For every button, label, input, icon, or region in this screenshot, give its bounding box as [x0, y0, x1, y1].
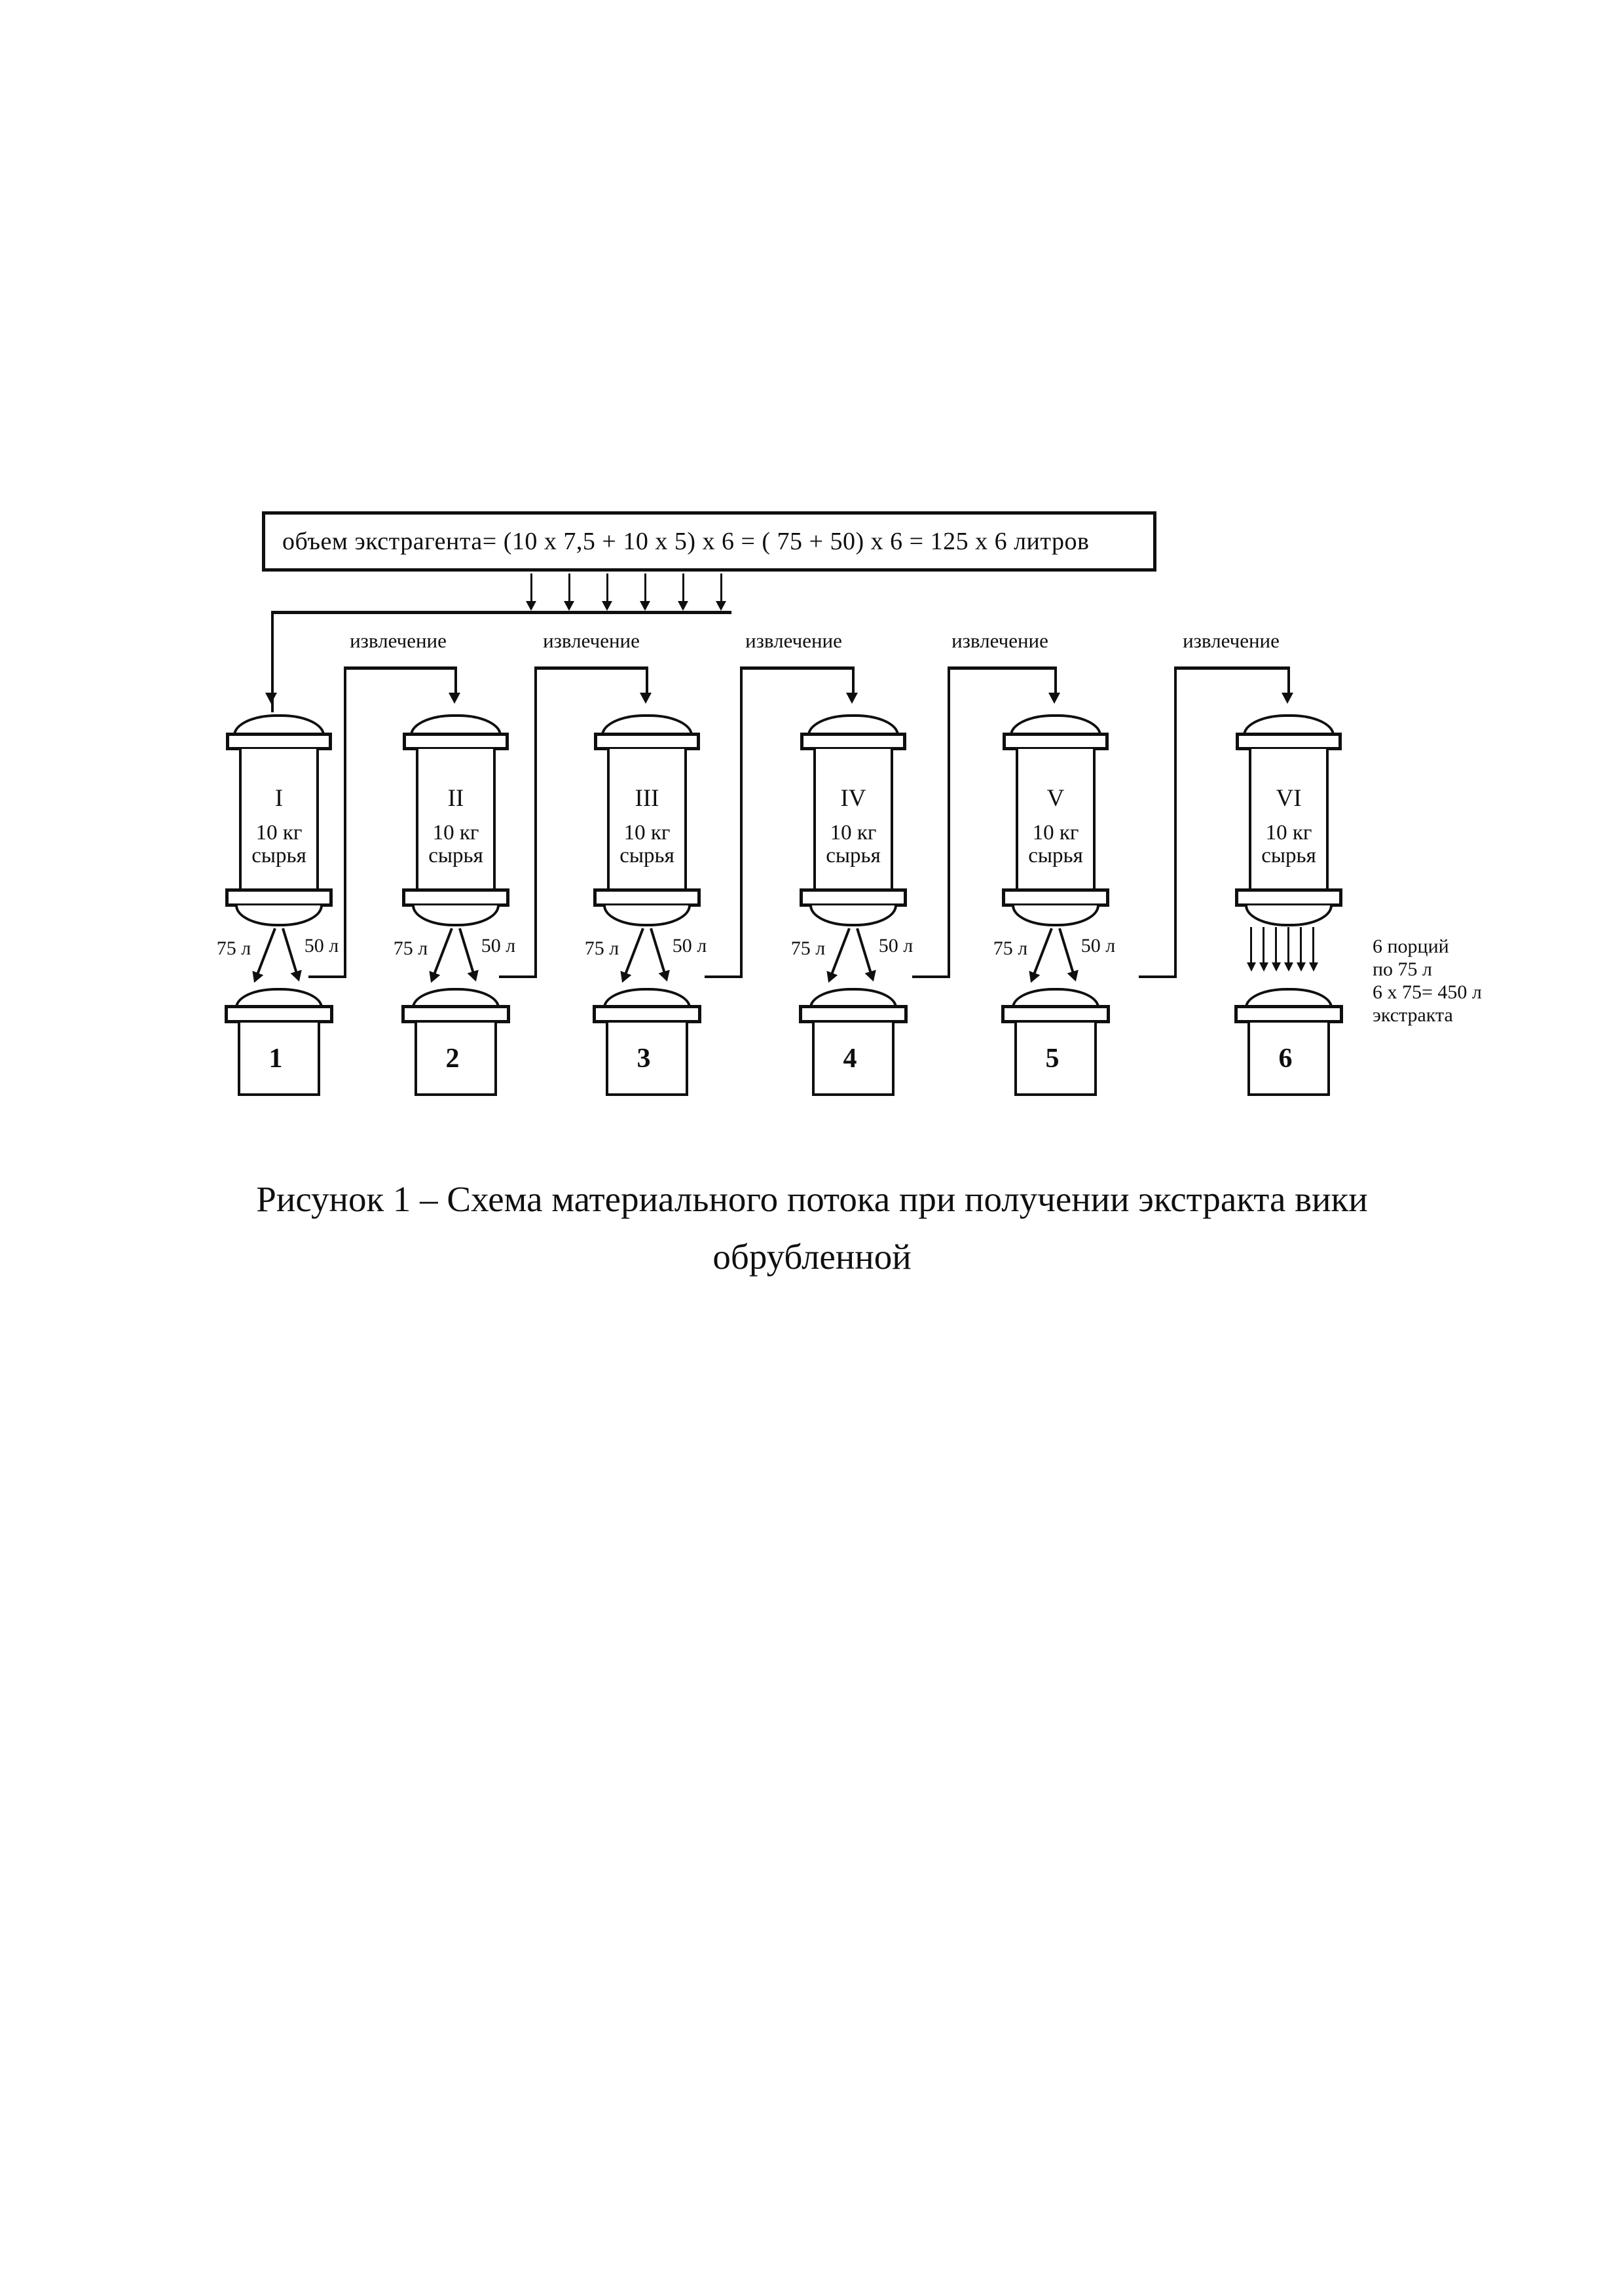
collector-flange: [799, 1005, 908, 1023]
collector-number: 2: [445, 1044, 460, 1074]
feed-arrow-line: [644, 574, 646, 604]
feed-arrow-line: [568, 574, 570, 604]
vessel-flange-top: [1003, 733, 1109, 750]
vessel-flange-top: [1236, 733, 1342, 750]
vessel-dome-bottom: [235, 905, 323, 926]
outflow-arrow-50l: [282, 928, 297, 972]
collector-number: 1: [268, 1044, 283, 1074]
arrowhead-down-icon: [1297, 962, 1306, 972]
connector-upleg: [740, 666, 743, 978]
extract-total-note: [1373, 935, 1482, 1027]
connector-upleg: [948, 666, 950, 978]
outflow-arrow-50l: [856, 928, 872, 972]
extraction-flow-label: извлечение: [350, 629, 447, 652]
feed-arrow-line: [530, 574, 532, 604]
extractor-vessel-6: [1223, 694, 1354, 995]
vessel-charge-line2: сырья: [1261, 844, 1316, 867]
outflow-label-75l: 75 л: [216, 938, 251, 959]
outflow-arrow-50l: [458, 928, 474, 972]
connector-topbar: [1174, 666, 1290, 670]
collector-jar-1: [213, 988, 344, 1099]
outflow-label-75l: 75 л: [790, 938, 826, 959]
vessel-numeral: II: [447, 785, 464, 812]
vessel-charge-line1: 10 кг: [255, 821, 303, 845]
figure-caption-line1: Рисунок 1 – Схема материального потока при получении экстракта вики: [256, 1179, 1368, 1219]
vessel-charge-line1: 10 кг: [432, 821, 479, 845]
collector-jar-5: [990, 988, 1121, 1099]
note-line: по 75 л: [1373, 958, 1433, 980]
arrowhead-down-icon: [640, 601, 650, 611]
vessel-dome-bottom: [603, 905, 691, 926]
extractor-vessel-3: [581, 694, 712, 995]
collector-flange: [593, 1005, 701, 1023]
collector-jar-4: [788, 988, 919, 1099]
outflow-label-75l: 75 л: [584, 938, 619, 959]
figure-caption-line2: обрубленной: [712, 1237, 912, 1277]
arrowhead-down-icon: [1259, 962, 1268, 972]
connector-topbar: [948, 666, 1057, 670]
vessel-numeral: IV: [840, 785, 866, 812]
connector-topbar: [534, 666, 648, 670]
extraction-flow-label: извлечение: [951, 629, 1048, 652]
extractor-vessel-4: [788, 694, 919, 995]
vessel-charge-line2: сырья: [428, 844, 483, 867]
outflow-label-50l: 50 л: [672, 935, 707, 957]
outflow-label-50l: 50 л: [304, 935, 339, 957]
note-line: экстракта: [1373, 1004, 1453, 1026]
vessel-charge-line2: сырья: [826, 844, 881, 867]
extract-stream-arrow: [1263, 927, 1264, 965]
extract-stream-arrow: [1300, 927, 1302, 965]
collector-number: 5: [1045, 1044, 1060, 1074]
outflow-arrow-75l: [1033, 928, 1053, 974]
collector-jar-6: [1223, 988, 1354, 1099]
outflow-arrow-75l: [831, 928, 851, 974]
vessel-dome-bottom: [1012, 905, 1099, 926]
arrowhead-down-icon: [602, 601, 612, 611]
vessel-flange-bottom: [1235, 888, 1342, 907]
vessel-charge-line1: 10 кг: [1032, 821, 1079, 845]
vessel-flange-bottom: [402, 888, 509, 907]
vessel-flange-bottom: [800, 888, 907, 907]
connector-upleg: [1174, 666, 1177, 978]
extractor-vessel-2: [390, 694, 521, 995]
vessel-charge-line1: 10 кг: [830, 821, 877, 845]
extraction-flow-label: извлечение: [1183, 629, 1280, 652]
connector-topbar: [740, 666, 855, 670]
outflow-label-75l: 75 л: [993, 938, 1028, 959]
vessel-flange-top: [226, 733, 332, 750]
arrowhead-down-icon: [526, 601, 536, 611]
extract-stream-arrow: [1275, 927, 1277, 965]
vessel-flange-bottom: [1002, 888, 1109, 907]
vessel-charge-line1: 10 кг: [1265, 821, 1312, 845]
outflow-arrow-50l: [1058, 928, 1074, 972]
feed-arrow-line: [682, 574, 684, 604]
extractant-distribution-line: [271, 611, 731, 614]
extractor-vessel-1: [213, 694, 344, 995]
vessel-body: [239, 749, 319, 890]
outflow-arrow-50l: [650, 928, 665, 972]
vessel-body: [1016, 749, 1096, 890]
arrowhead-down-icon: [1247, 962, 1256, 972]
extract-stream-arrow: [1287, 927, 1289, 965]
arrowhead-down-icon: [1272, 962, 1281, 972]
collector-jar-2: [390, 988, 521, 1099]
outflow-label-75l: 75 л: [393, 938, 428, 959]
outflow-label-50l: 50 л: [481, 935, 516, 957]
collector-number: 6: [1278, 1044, 1293, 1074]
collector-number: 4: [843, 1044, 857, 1074]
vessel-flange-top: [403, 733, 509, 750]
vessel-numeral: III: [635, 785, 659, 812]
vessel-flange-top: [800, 733, 906, 750]
vessel-dome-bottom: [412, 905, 500, 926]
collector-flange: [1234, 1005, 1343, 1023]
vessel-numeral: I: [274, 785, 284, 812]
vessel-numeral: V: [1046, 785, 1065, 812]
connector-topbar: [344, 666, 457, 670]
extractant-volume-formula-box: [262, 511, 1156, 572]
outflow-arrow-75l: [434, 928, 453, 974]
vessel-charge-line2: сырья: [251, 844, 306, 867]
vessel-flange-bottom: [593, 888, 701, 907]
extractor-vessel-5: [990, 694, 1121, 995]
vessel-charge-line1: 10 кг: [623, 821, 671, 845]
vessel-charge-line2: сырья: [1028, 844, 1083, 867]
outflow-label-50l: 50 л: [878, 935, 913, 957]
collector-flange: [1001, 1005, 1110, 1023]
vessel-dome-bottom: [809, 905, 897, 926]
arrowhead-down-icon: [1284, 962, 1293, 972]
arrowhead-down-icon: [1309, 962, 1318, 972]
collector-number: 3: [637, 1044, 651, 1074]
extract-stream-arrow: [1250, 927, 1252, 965]
vessel-body: [416, 749, 496, 890]
outflow-arrow-75l: [257, 928, 276, 974]
arrowhead-down-icon: [678, 601, 688, 611]
outflow-arrow-75l: [625, 928, 644, 974]
note-line: 6 х 75= 450 л: [1373, 981, 1482, 1003]
collector-flange: [401, 1005, 510, 1023]
arrowhead-down-icon: [564, 601, 574, 611]
vessel-flange-bottom: [225, 888, 333, 907]
arrowhead-down-icon: [716, 601, 726, 611]
vessel-numeral: VI: [1276, 785, 1302, 812]
formula-text: объем экстрагента= (10 х 7,5 + 10 х 5) х 6 = ( 75 + 50) х 6 = 125 х 6 литров: [282, 528, 1090, 555]
vessel-body: [1249, 749, 1329, 890]
vessel-body: [607, 749, 687, 890]
feed-arrow-line: [720, 574, 722, 604]
outflow-label-50l: 50 л: [1080, 935, 1116, 957]
feed-arrow-line: [606, 574, 608, 604]
collector-flange: [225, 1005, 333, 1023]
vessel-charge-line2: сырья: [619, 844, 674, 867]
vessel-dome-bottom: [1245, 905, 1333, 926]
note-line: 6 порций: [1373, 936, 1449, 957]
connector-upleg: [534, 666, 537, 978]
vessel-body: [813, 749, 893, 890]
collector-jar-3: [581, 988, 712, 1099]
extraction-flow-label: извлечение: [745, 629, 842, 652]
extract-stream-arrow: [1312, 927, 1314, 965]
connector-stub: [1139, 975, 1174, 978]
extraction-flow-label: извлечение: [543, 629, 640, 652]
vessel-flange-top: [594, 733, 700, 750]
